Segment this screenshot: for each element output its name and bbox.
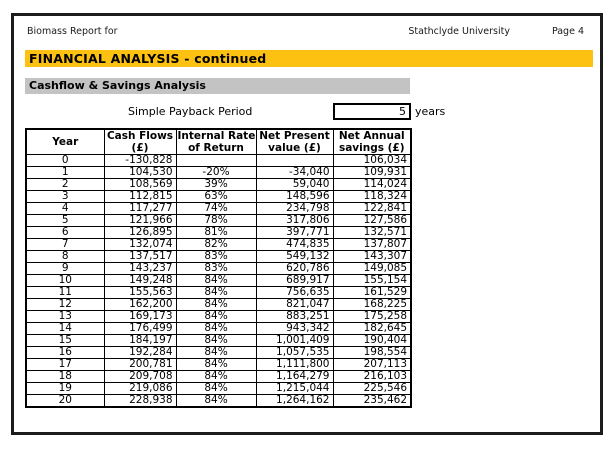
table-cell: 59,040 xyxy=(256,179,333,191)
table-cell: 114,024 xyxy=(333,179,411,191)
table-row xyxy=(26,155,411,167)
table-row xyxy=(26,251,411,263)
header-row xyxy=(26,129,411,155)
table-cell: 317,806 xyxy=(256,215,333,227)
table-cell: 821,047 xyxy=(256,299,333,311)
table-cell: 11 xyxy=(26,287,104,299)
table-cell: 63% xyxy=(176,191,256,203)
table-cell: 1,001,409 xyxy=(256,335,333,347)
column-header-line: Year xyxy=(52,136,79,148)
financial-analysis-banner: FINANCIAL ANALYSIS - continued xyxy=(25,50,593,67)
table-cell xyxy=(256,155,333,167)
table-cell: 5 xyxy=(26,215,104,227)
table-row xyxy=(26,287,411,299)
table-cell: 883,251 xyxy=(256,311,333,323)
table-cell: 84% xyxy=(176,299,256,311)
table-cell: 84% xyxy=(176,383,256,395)
table-cell: 3 xyxy=(26,191,104,203)
table-cell: 84% xyxy=(176,359,256,371)
table-cell: 7 xyxy=(26,239,104,251)
table-cell: 78% xyxy=(176,215,256,227)
table-cell: 943,342 xyxy=(256,323,333,335)
table-cell: 549,132 xyxy=(256,251,333,263)
table-row xyxy=(26,227,411,239)
table-cell: 84% xyxy=(176,335,256,347)
table-row xyxy=(26,335,411,347)
table-cell: 84% xyxy=(176,395,256,408)
table-cell: 216,103 xyxy=(333,371,411,383)
table-cell: 198,554 xyxy=(333,347,411,359)
table-cell: 17 xyxy=(26,359,104,371)
report-title: Biomass Report for xyxy=(27,26,118,37)
table-row xyxy=(26,167,411,179)
table-cell: 620,786 xyxy=(256,263,333,275)
table-row xyxy=(26,311,411,323)
column-header-line: value (£) xyxy=(268,142,321,154)
table-cell: 118,324 xyxy=(333,191,411,203)
table-cell: 20 xyxy=(26,395,104,408)
table-cell: 190,404 xyxy=(333,335,411,347)
report-page-frame xyxy=(11,13,603,435)
cashflow-table-body xyxy=(26,155,411,408)
table-cell: 84% xyxy=(176,275,256,287)
payback-unit-label: years xyxy=(415,105,446,118)
table-cell: 19 xyxy=(26,383,104,395)
table-cell: 689,917 xyxy=(256,275,333,287)
table-cell: 18 xyxy=(26,371,104,383)
page-number: Page 4 xyxy=(551,26,584,37)
table-cell: 143,307 xyxy=(333,251,411,263)
cashflow-savings-section-header: Cashflow & Savings Analysis xyxy=(25,78,410,94)
table-cell: 234,798 xyxy=(256,203,333,215)
payback-period-label: Simple Payback Period xyxy=(128,105,253,118)
col-header-net-annual-savings xyxy=(333,129,411,155)
table-cell: 1,215,044 xyxy=(256,383,333,395)
table-cell: 2 xyxy=(26,179,104,191)
table-row xyxy=(26,383,411,395)
table-cell: 6 xyxy=(26,227,104,239)
table-cell: 143,237 xyxy=(104,263,176,275)
table-row xyxy=(26,371,411,383)
table-cell: 122,841 xyxy=(333,203,411,215)
table-row xyxy=(26,203,411,215)
table-cell: 104,530 xyxy=(104,167,176,179)
table-cell: 228,938 xyxy=(104,395,176,408)
table-row xyxy=(26,359,411,371)
table-row xyxy=(26,299,411,311)
column-header-line: Cash Flows xyxy=(106,130,174,142)
table-cell: 0 xyxy=(26,155,104,167)
table-cell: 225,546 xyxy=(333,383,411,395)
cashflow-table xyxy=(25,128,412,408)
table-cell: 83% xyxy=(176,263,256,275)
table-row xyxy=(26,215,411,227)
table-cell: 10 xyxy=(26,275,104,287)
table-row xyxy=(26,347,411,359)
table-cell: 121,966 xyxy=(104,215,176,227)
table-cell: 1,264,162 xyxy=(256,395,333,408)
table-row xyxy=(26,395,411,408)
column-header-line: of Return xyxy=(188,142,244,154)
table-cell: 74% xyxy=(176,203,256,215)
col-header-internal-rate xyxy=(176,129,256,155)
table-cell: 162,200 xyxy=(104,299,176,311)
table-cell: 155,154 xyxy=(333,275,411,287)
table-cell: 1,057,535 xyxy=(256,347,333,359)
table-cell: 155,563 xyxy=(104,287,176,299)
table-cell xyxy=(176,155,256,167)
table-cell: 84% xyxy=(176,323,256,335)
table-cell: 137,517 xyxy=(104,251,176,263)
table-cell: 13 xyxy=(26,311,104,323)
table-cell: 169,173 xyxy=(104,311,176,323)
table-cell: 84% xyxy=(176,287,256,299)
table-cell: 209,708 xyxy=(104,371,176,383)
table-cell: 1,111,800 xyxy=(256,359,333,371)
col-header-net-present-value xyxy=(256,129,333,155)
table-cell: 81% xyxy=(176,227,256,239)
table-cell: 14 xyxy=(26,323,104,335)
table-cell: -130,828 xyxy=(104,155,176,167)
table-cell: 176,499 xyxy=(104,323,176,335)
table-cell: 4 xyxy=(26,203,104,215)
table-cell: 106,034 xyxy=(333,155,411,167)
table-cell: 200,781 xyxy=(104,359,176,371)
table-cell: 148,596 xyxy=(256,191,333,203)
table-cell: 84% xyxy=(176,371,256,383)
table-cell: 175,258 xyxy=(333,311,411,323)
table-cell: 137,807 xyxy=(333,239,411,251)
table-row xyxy=(26,275,411,287)
table-cell: 84% xyxy=(176,347,256,359)
table-cell: 756,635 xyxy=(256,287,333,299)
table-cell: 39% xyxy=(176,179,256,191)
payback-value-field[interactable]: 5 xyxy=(333,103,411,120)
table-cell: 149,085 xyxy=(333,263,411,275)
table-cell: 84% xyxy=(176,311,256,323)
column-header-line: savings (£) xyxy=(338,142,405,154)
cashflow-table-header xyxy=(26,129,411,155)
table-cell: 168,225 xyxy=(333,299,411,311)
table-row xyxy=(26,323,411,335)
document-header xyxy=(14,26,600,37)
table-row xyxy=(26,191,411,203)
table-cell: 219,086 xyxy=(104,383,176,395)
document-header-right xyxy=(408,26,584,37)
col-header-cash-flows xyxy=(104,129,176,155)
table-cell: 397,771 xyxy=(256,227,333,239)
table-cell: 161,529 xyxy=(333,287,411,299)
table-cell: 207,113 xyxy=(333,359,411,371)
table-cell: 192,284 xyxy=(104,347,176,359)
table-cell: -34,040 xyxy=(256,167,333,179)
table-cell: 15 xyxy=(26,335,104,347)
table-cell: 83% xyxy=(176,251,256,263)
table-cell: 235,462 xyxy=(333,395,411,408)
table-row xyxy=(26,239,411,251)
table-cell: 132,074 xyxy=(104,239,176,251)
table-cell: 12 xyxy=(26,299,104,311)
table-cell: 126,895 xyxy=(104,227,176,239)
table-cell: -20% xyxy=(176,167,256,179)
table-cell: 8 xyxy=(26,251,104,263)
client-name: Stathclyde University xyxy=(408,26,510,37)
table-cell: 1,164,279 xyxy=(256,371,333,383)
column-header-line: (£) xyxy=(131,142,149,154)
col-header-year xyxy=(26,129,104,155)
table-cell: 117,277 xyxy=(104,203,176,215)
table-cell: 182,645 xyxy=(333,323,411,335)
table-cell: 132,571 xyxy=(333,227,411,239)
column-header-line: Internal Rate xyxy=(177,130,256,142)
table-row xyxy=(26,263,411,275)
table-row xyxy=(26,179,411,191)
table-cell: 109,931 xyxy=(333,167,411,179)
table-cell: 9 xyxy=(26,263,104,275)
table-cell: 1 xyxy=(26,167,104,179)
column-header-line: Net Present xyxy=(259,130,330,142)
table-cell: 108,569 xyxy=(104,179,176,191)
table-cell: 149,248 xyxy=(104,275,176,287)
table-cell: 16 xyxy=(26,347,104,359)
column-header-line: Net Annual xyxy=(338,130,405,142)
table-cell: 184,197 xyxy=(104,335,176,347)
table-cell: 82% xyxy=(176,239,256,251)
table-cell: 112,815 xyxy=(104,191,176,203)
table-cell: 474,835 xyxy=(256,239,333,251)
table-cell: 127,586 xyxy=(333,215,411,227)
